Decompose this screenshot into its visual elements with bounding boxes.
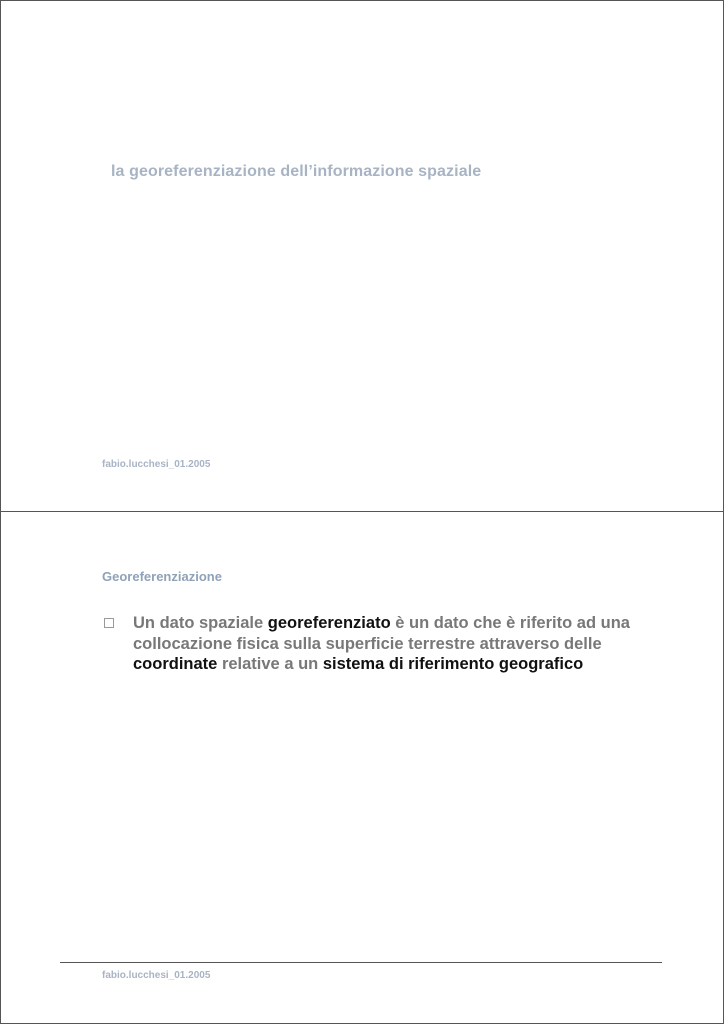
footer-rule: [60, 962, 662, 963]
bullet-text-part: è un dato che è riferito ad una collocazione fisica sulla superficie terrestre attraverso delle: [133, 614, 630, 653]
slide1-footer: fabio.lucchesi_01.2005: [102, 459, 211, 470]
slide1-title: la georeferenziazione dell’informazione spaziale: [111, 163, 482, 180]
keyword-coordinate: coordinate: [133, 655, 218, 673]
square-bullet-icon: [104, 618, 114, 628]
slide-divider: [1, 511, 723, 512]
bullet-text-part: Un dato spaziale: [133, 614, 268, 632]
bullet-text-part: relative a un: [217, 655, 323, 673]
keyword-georeferenziato: georeferenziato: [267, 614, 391, 632]
slide2-title: Georeferenziazione: [102, 569, 222, 584]
keyword-sistema-di-riferimento: sistema di riferimento geografico: [322, 655, 584, 673]
slide2-footer: fabio.lucchesi_01.2005: [102, 970, 211, 981]
bullet-text: [133, 613, 633, 675]
